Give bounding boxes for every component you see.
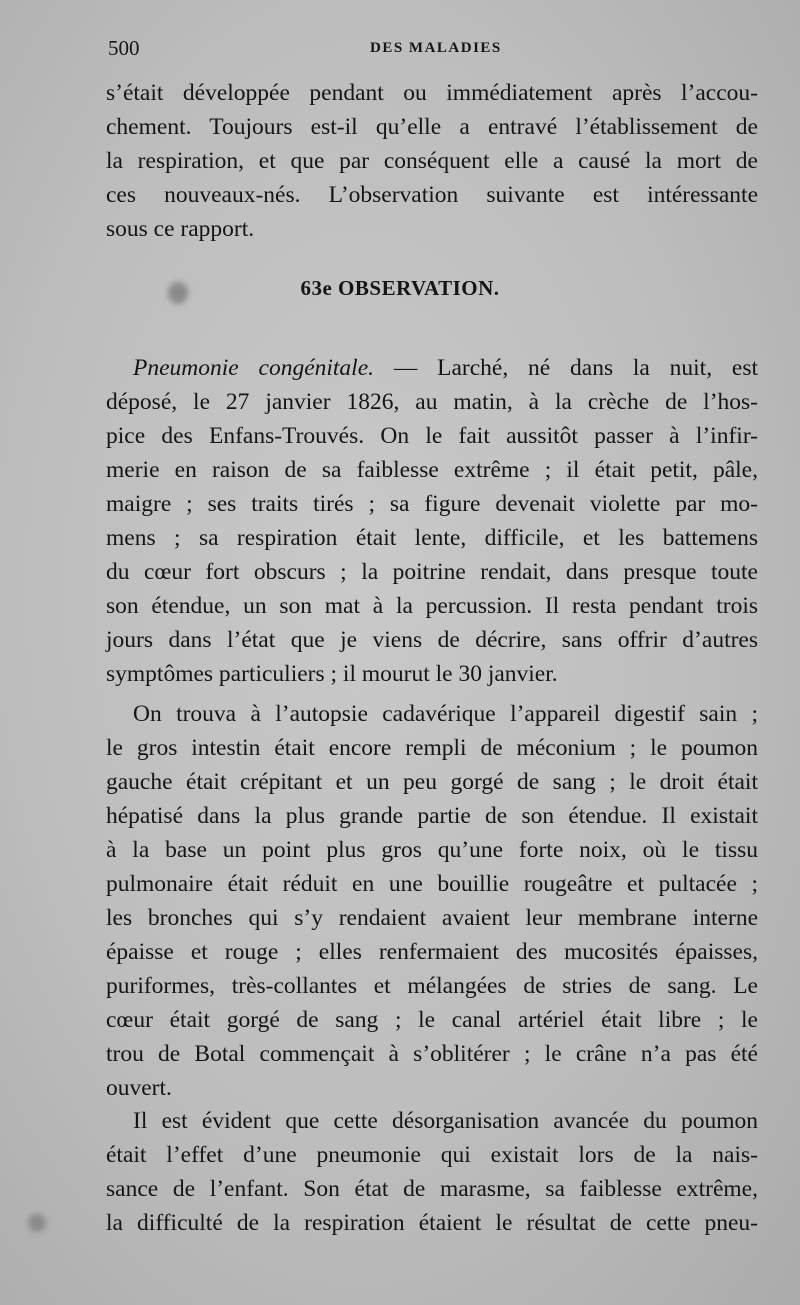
text-line: déposé, le 27 janvier 1826, au matin, à la crèche de l’hos- <box>106 389 758 415</box>
text-line: jours dans l’état que je viens de décrire, sans offrir d’autres <box>106 627 758 653</box>
text-line: Il est évident que cette désorganisation avancée du poumon <box>133 1108 758 1134</box>
text-line: épaisse et rouge ; elles renfermaient des mucosités épaisses, <box>106 939 758 965</box>
text-line: On trouva à l’autopsie cadavérique l’appareil digestif sain ; <box>133 701 758 727</box>
text-line: cœur était gorgé de sang ; le canal artériel était libre ; le <box>106 1007 758 1033</box>
text-line: sance de l’enfant. Son état de marasme, sa faiblesse extrême, <box>106 1176 758 1202</box>
text-line: à la base un point plus gros qu’une forte noix, où le tissu <box>106 837 758 863</box>
page-number: 500 <box>108 36 140 60</box>
text-line: trou de Botal commençait à s’oblitérer ; le crâne n’a pas été <box>106 1041 758 1067</box>
text-line: chement. Toujours est-il qu’elle a entravé l’établissement de <box>106 114 758 140</box>
text-line: la difficulté de la respiration étaient le résultat de cette pneu- <box>106 1210 758 1236</box>
text-line: pulmonaire était réduit en une bouillie rougeâtre et pultacée ; <box>106 871 758 897</box>
text-line: maigre ; ses traits tirés ; sa figure devenait violette par mo- <box>106 491 758 517</box>
text-line-lead <box>133 351 758 385</box>
text-line: merie en raison de sa faiblesse extrême ; il était petit, pâle, <box>106 457 758 483</box>
text-line: symptômes particuliers ; il mourut le 30 janvier. <box>106 661 558 687</box>
italic-lead: Pneumonie congénitale. <box>133 355 375 381</box>
text-line: les bronches qui s’y rendaient avaient leur membrane interne <box>106 905 758 931</box>
text-line: était l’effet d’une pneumonie qui existait lors de la nais- <box>106 1142 758 1168</box>
lead-continuation: — Larché, né dans la nuit, est <box>374 355 758 381</box>
text-line: son étendue, un son mat à la percussion. Il resta pendant trois <box>106 593 758 619</box>
text-line: sous ce rapport. <box>106 216 255 242</box>
text-line: la respiration, et que par conséquent elle a causé la mort de <box>106 148 758 174</box>
ink-blot <box>28 1214 46 1232</box>
text-line: puriformes, très-collantes et mélangées de stries de sang. Le <box>106 973 758 999</box>
text-line: ces nouveaux-nés. L’observation suivante est intéressante <box>106 182 758 208</box>
text-line: s’était développée pendant ou immédiatement après l’accou- <box>106 80 758 106</box>
section-title: 63e OBSERVATION. <box>300 276 500 300</box>
text-line: hépatisé dans la plus grande partie de son étendue. Il existait <box>106 803 758 829</box>
text-line: ouvert. <box>106 1075 172 1101</box>
text-line: mens ; sa respiration était lente, difficile, et les battemens <box>106 525 758 551</box>
text-line: gauche était crépitant et un peu gorgé de sang ; le droit était <box>106 769 758 795</box>
page-header <box>108 36 758 66</box>
text-line: du cœur fort obscurs ; la poitrine rendait, dans presque toute <box>106 559 758 585</box>
text-line: le gros intestin était encore rempli de méconium ; le poumon <box>106 735 758 761</box>
text-line: pice des Enfans-Trouvés. On le fait aussitôt passer à l’infir- <box>106 423 758 449</box>
running-head: DES MALADIES <box>370 40 502 56</box>
